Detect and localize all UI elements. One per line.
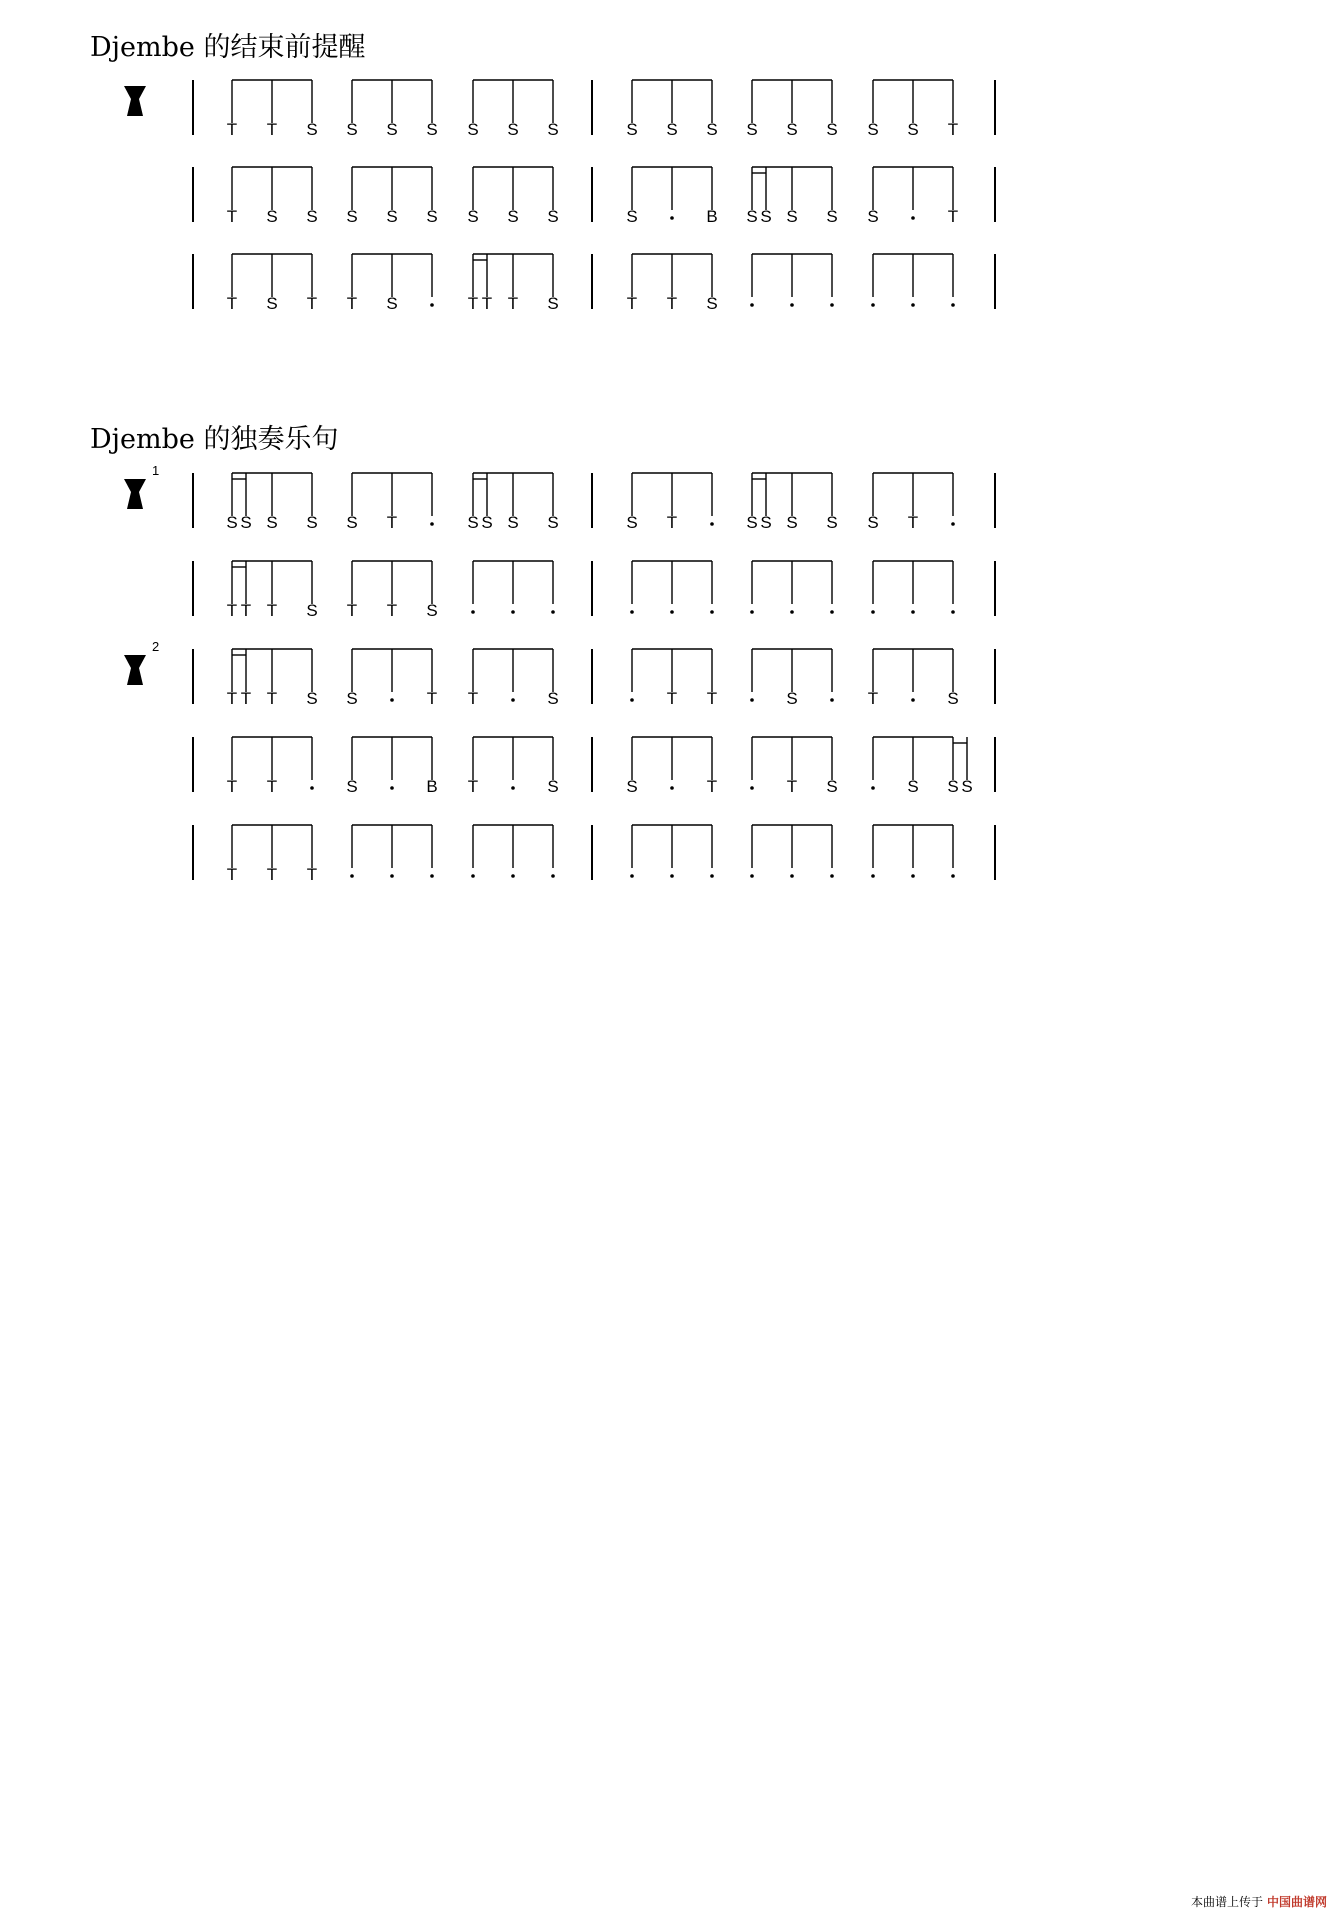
stroke-symbol: S [507, 513, 519, 532]
rest-dot [430, 522, 434, 526]
rest-dot [350, 874, 354, 878]
stroke-symbol: S [346, 513, 358, 532]
rest-dot [670, 610, 674, 614]
stroke-symbol: S [746, 207, 758, 226]
footer-text: 本曲谱上传于 [1190, 1895, 1263, 1909]
stroke-symbol: T [666, 294, 678, 313]
stroke-symbol: S [386, 207, 398, 226]
rest-dot [390, 874, 394, 878]
stroke-symbol: T [226, 689, 238, 708]
stroke-symbol: T [666, 689, 678, 708]
rest-dot [710, 522, 714, 526]
stroke-symbol: T [706, 777, 718, 796]
stroke-symbol: S [547, 120, 559, 139]
rest-dot [710, 610, 714, 614]
rest-dot [911, 216, 915, 220]
rest-dot [951, 303, 955, 307]
stroke-symbol: T [507, 294, 519, 313]
rest-dot [911, 698, 915, 702]
stroke-symbol: S [626, 777, 638, 796]
rest-dot [790, 610, 794, 614]
instrument-number: 2 [152, 639, 160, 654]
stroke-symbol: S [947, 689, 959, 708]
stroke-symbol: S [867, 207, 879, 226]
section-title-solo-phrases: Djembe 的独奏乐句 [90, 424, 339, 455]
rest-dot [511, 698, 515, 702]
rest-dot [630, 610, 634, 614]
stroke-symbol: S [481, 513, 493, 532]
stroke-symbol: T [346, 294, 358, 313]
stroke-symbol: T [386, 513, 398, 532]
stroke-symbol: S [746, 120, 758, 139]
rest-dot [911, 874, 915, 878]
rest-dot [630, 874, 634, 878]
djembe-icon [124, 655, 146, 685]
stroke-symbol: T [266, 601, 278, 620]
stroke-symbol: T [226, 777, 238, 796]
rest-dot [951, 522, 955, 526]
rest-dot [670, 216, 674, 220]
stroke-symbol: T [907, 513, 919, 532]
stroke-symbol: T [306, 865, 318, 884]
instrument-number: 1 [152, 463, 160, 478]
stroke-symbol: S [547, 689, 559, 708]
stroke-symbol: S [626, 207, 638, 226]
stroke-symbol: S [867, 120, 879, 139]
stroke-symbol: S [426, 207, 438, 226]
rest-dot [630, 698, 634, 702]
rest-dot [710, 874, 714, 878]
rest-dot [830, 698, 834, 702]
stroke-symbol: T [867, 689, 879, 708]
stroke-symbol: S [386, 294, 398, 313]
stroke-symbol: T [666, 513, 678, 532]
stroke-symbol: T [467, 777, 479, 796]
rest-dot [750, 786, 754, 790]
stroke-symbol: T [226, 120, 238, 139]
stroke-symbol: T [346, 601, 358, 620]
stroke-symbol: B [426, 777, 438, 796]
stroke-symbol: S [306, 120, 318, 139]
stroke-symbol: T [467, 294, 479, 313]
rest-dot [511, 610, 515, 614]
stroke-symbol: S [760, 207, 772, 226]
rest-dot [830, 610, 834, 614]
rest-dot [750, 874, 754, 878]
stroke-symbol: T [426, 689, 438, 708]
stroke-symbol: T [306, 294, 318, 313]
stroke-symbol: T [467, 689, 479, 708]
stroke-symbol: T [240, 601, 252, 620]
stroke-symbol: T [266, 689, 278, 708]
rest-dot [670, 874, 674, 878]
stroke-symbol: S [306, 689, 318, 708]
rest-dot [310, 786, 314, 790]
rest-dot [951, 610, 955, 614]
stroke-symbol: T [226, 601, 238, 620]
rest-dot [871, 303, 875, 307]
stroke-symbol: S [666, 120, 678, 139]
stroke-symbol: S [786, 120, 798, 139]
rest-dot [951, 874, 955, 878]
stroke-symbol: T [226, 865, 238, 884]
stroke-symbol: S [346, 207, 358, 226]
stroke-symbol: S [826, 513, 838, 532]
stroke-symbol: S [867, 513, 879, 532]
rest-dot [911, 303, 915, 307]
stroke-symbol: S [626, 513, 638, 532]
rest-dot [471, 874, 475, 878]
stroke-symbol: S [426, 120, 438, 139]
rest-dot [430, 303, 434, 307]
stroke-symbol: T [706, 689, 718, 708]
stroke-symbol: S [947, 777, 959, 796]
stroke-symbol: S [786, 513, 798, 532]
stroke-symbol: S [826, 777, 838, 796]
stroke-symbol: S [786, 207, 798, 226]
rest-dot [790, 874, 794, 878]
stroke-symbol: S [547, 513, 559, 532]
stroke-symbol: S [467, 513, 479, 532]
rest-dot [390, 698, 394, 702]
stroke-symbol: S [746, 513, 758, 532]
stroke-symbol: S [907, 120, 919, 139]
stroke-symbol: S [547, 207, 559, 226]
rest-dot [790, 303, 794, 307]
stroke-symbol: S [426, 601, 438, 620]
stroke-symbol: T [786, 777, 798, 796]
stroke-symbol: S [760, 513, 772, 532]
rest-dot [871, 786, 875, 790]
stroke-symbol: S [266, 294, 278, 313]
rest-dot [871, 874, 875, 878]
stroke-symbol: S [306, 601, 318, 620]
stroke-symbol: S [547, 777, 559, 796]
stroke-symbol: S [346, 777, 358, 796]
stroke-symbol: T [386, 601, 398, 620]
stroke-symbol: S [961, 777, 973, 796]
rest-dot [430, 874, 434, 878]
rest-dot [911, 610, 915, 614]
stroke-symbol: T [226, 294, 238, 313]
stroke-symbol: S [467, 120, 479, 139]
stroke-symbol: S [266, 513, 278, 532]
stroke-symbol: T [240, 689, 252, 708]
stroke-symbol: T [266, 777, 278, 796]
stroke-symbol: S [786, 689, 798, 708]
rest-dot [750, 610, 754, 614]
stroke-symbol: S [826, 207, 838, 226]
stroke-symbol: S [626, 120, 638, 139]
footer-site-name: 中国曲谱网 [1266, 1895, 1327, 1909]
rest-dot [511, 786, 515, 790]
stroke-symbol: S [346, 120, 358, 139]
stroke-symbol: T [266, 120, 278, 139]
stroke-symbol: S [706, 120, 718, 139]
stroke-symbol: T [226, 207, 238, 226]
stroke-symbol: T [626, 294, 638, 313]
stroke-symbol: S [467, 207, 479, 226]
stroke-symbol: S [507, 207, 519, 226]
stroke-symbol: S [226, 513, 238, 532]
stroke-symbol: S [706, 294, 718, 313]
stroke-symbol: S [826, 120, 838, 139]
rest-dot [551, 610, 555, 614]
stroke-symbol: S [306, 207, 318, 226]
rest-dot [551, 874, 555, 878]
stroke-symbol: B [706, 207, 718, 226]
stroke-symbol: S [240, 513, 252, 532]
stroke-symbol: S [346, 689, 358, 708]
djembe-icon [124, 86, 146, 116]
rest-dot [750, 303, 754, 307]
stroke-symbol: S [507, 120, 519, 139]
rest-dot [830, 874, 834, 878]
stroke-symbol: S [907, 777, 919, 796]
rest-dot [750, 698, 754, 702]
stroke-symbol: S [266, 207, 278, 226]
rest-dot [670, 786, 674, 790]
rest-dot [471, 610, 475, 614]
djembe-icon [124, 479, 146, 509]
footer-credit [1191, 1893, 1327, 1910]
stroke-symbol: S [547, 294, 559, 313]
section-title-ending-cue: Djembe 的结束前提醒 [90, 32, 366, 63]
stroke-symbol: T [481, 294, 493, 313]
rest-dot [830, 303, 834, 307]
stroke-symbol: S [306, 513, 318, 532]
stroke-symbol: S [386, 120, 398, 139]
stroke-symbol: T [947, 120, 959, 139]
rest-dot [511, 874, 515, 878]
stroke-symbol: T [266, 865, 278, 884]
rest-dot [390, 786, 394, 790]
rest-dot [871, 610, 875, 614]
stroke-symbol: T [947, 207, 959, 226]
